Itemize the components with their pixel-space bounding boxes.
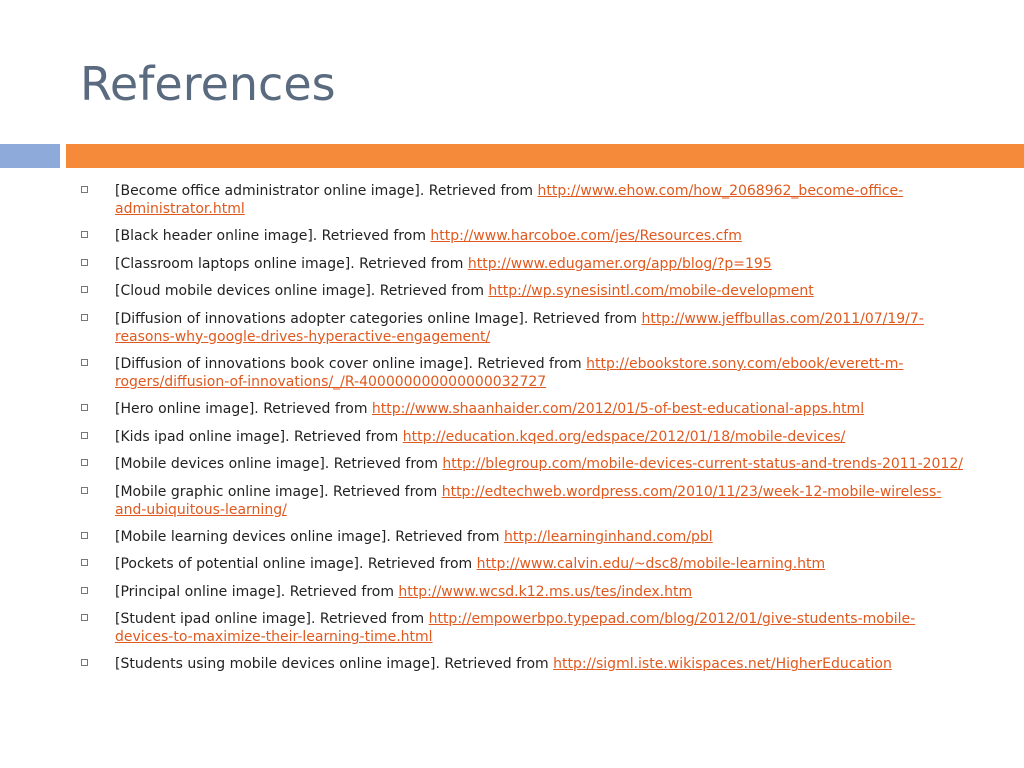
hollow-square-bullet-icon — [81, 404, 88, 411]
reference-text: [Diffusion of innovations book cover online image]. Retrieved from — [115, 355, 587, 372]
reference-item — [80, 355, 972, 391]
reference-text: [Diffusion of innovations adopter categories online Image]. Retrieved from — [115, 310, 642, 327]
reference-text: [Mobile devices online image]. Retrieved from — [115, 456, 443, 473]
hollow-square-bullet-icon — [81, 559, 88, 566]
slide-title: References — [80, 57, 336, 111]
reference-text: [Students using mobile devices online image]. Retrieved from — [115, 656, 554, 673]
reference-item — [80, 528, 972, 546]
reference-link[interactable]: http://sigml.iste.wikispaces.net/HigherEducation — [553, 656, 892, 673]
hollow-square-bullet-icon — [81, 259, 88, 266]
hollow-square-bullet-icon — [81, 532, 88, 539]
accent-bar-blue — [0, 144, 60, 168]
hollow-square-bullet-icon — [81, 432, 88, 439]
reference-link[interactable]: http://www.wcsd.k12.ms.us/tes/index.htm — [398, 583, 693, 600]
reference-item — [80, 282, 972, 300]
reference-item — [80, 655, 972, 673]
reference-text: [Mobile graphic online image]. Retrieved from — [115, 483, 442, 500]
hollow-square-bullet-icon — [81, 231, 88, 238]
accent-bar-orange — [66, 144, 1024, 168]
hollow-square-bullet-icon — [81, 186, 88, 193]
reference-item — [80, 428, 972, 446]
reference-item — [80, 555, 972, 573]
reference-text: [Principal online image]. Retrieved from — [115, 583, 399, 600]
reference-item — [80, 227, 972, 245]
reference-link[interactable]: http://edtechweb.wordpress.com/2010/11/23/week-12-mobile-wireless-and-ubiquitous-learning/ — [115, 483, 942, 518]
reference-item — [80, 483, 972, 519]
reference-link[interactable]: http://learninginhand.com/pbl — [503, 528, 713, 545]
reference-item — [80, 583, 972, 601]
reference-item — [80, 255, 972, 273]
reference-link[interactable]: http://www.jeffbullas.com/2011/07/19/7-reasons-why-google-drives-hyperactive-engagement/ — [115, 310, 924, 345]
hollow-square-bullet-icon — [81, 359, 88, 366]
reference-link[interactable]: http://empowerbpo.typepad.com/blog/2012/01/give-students-mobile-devices-to-maximize-their-learning-time.html — [115, 611, 916, 646]
reference-list — [80, 182, 972, 683]
reference-link[interactable]: http://ebookstore.sony.com/ebook/everett-m-rogers/diffusion-of-innovations/_/R-400000000000000032727 — [115, 355, 904, 390]
reference-text: [Classroom laptops online image]. Retrieved from — [115, 255, 468, 272]
reference-text: [Mobile learning devices online image]. Retrieved from — [115, 528, 504, 545]
reference-link[interactable]: http://blegroup.com/mobile-devices-current-status-and-trends-2011-2012/ — [442, 456, 963, 473]
hollow-square-bullet-icon — [81, 314, 88, 321]
reference-item — [80, 400, 972, 418]
hollow-square-bullet-icon — [81, 459, 88, 466]
reference-item — [80, 455, 972, 473]
hollow-square-bullet-icon — [81, 659, 88, 666]
reference-item — [80, 182, 972, 218]
reference-link[interactable]: http://www.ehow.com/how_2068962_become-office-administrator.html — [115, 183, 904, 217]
hollow-square-bullet-icon — [81, 614, 88, 621]
hollow-square-bullet-icon — [81, 487, 88, 494]
reference-text: [Student ipad online image]. Retrieved from — [115, 611, 429, 628]
reference-item — [80, 310, 972, 346]
reference-link[interactable]: http://www.edugamer.org/app/blog/?p=195 — [467, 255, 772, 272]
reference-text: [Become office administrator online image]. Retrieved from — [115, 183, 538, 199]
reference-item — [80, 610, 972, 646]
reference-text: [Cloud mobile devices online image]. Retrieved from — [115, 283, 489, 300]
reference-link[interactable]: http://www.calvin.edu/~dsc8/mobile-learning.htm — [476, 556, 826, 573]
hollow-square-bullet-icon — [81, 587, 88, 594]
reference-link[interactable]: http://www.harcoboe.com/jes/Resources.cfm — [430, 228, 742, 245]
reference-link[interactable]: http://wp.synesisintl.com/mobile-development — [488, 283, 814, 300]
reference-link[interactable]: http://www.shaanhaider.com/2012/01/5-of-best-educational-apps.html — [371, 401, 865, 418]
reference-text: [Black header online image]. Retrieved from — [115, 228, 431, 245]
reference-link[interactable]: http://education.kqed.org/edspace/2012/01/18/mobile-devices/ — [402, 428, 846, 445]
reference-text: [Hero online image]. Retrieved from — [115, 401, 372, 418]
hollow-square-bullet-icon — [81, 286, 88, 293]
reference-text: [Pockets of potential online image]. Retrieved from — [115, 556, 477, 573]
reference-text: [Kids ipad online image]. Retrieved from — [115, 428, 403, 445]
